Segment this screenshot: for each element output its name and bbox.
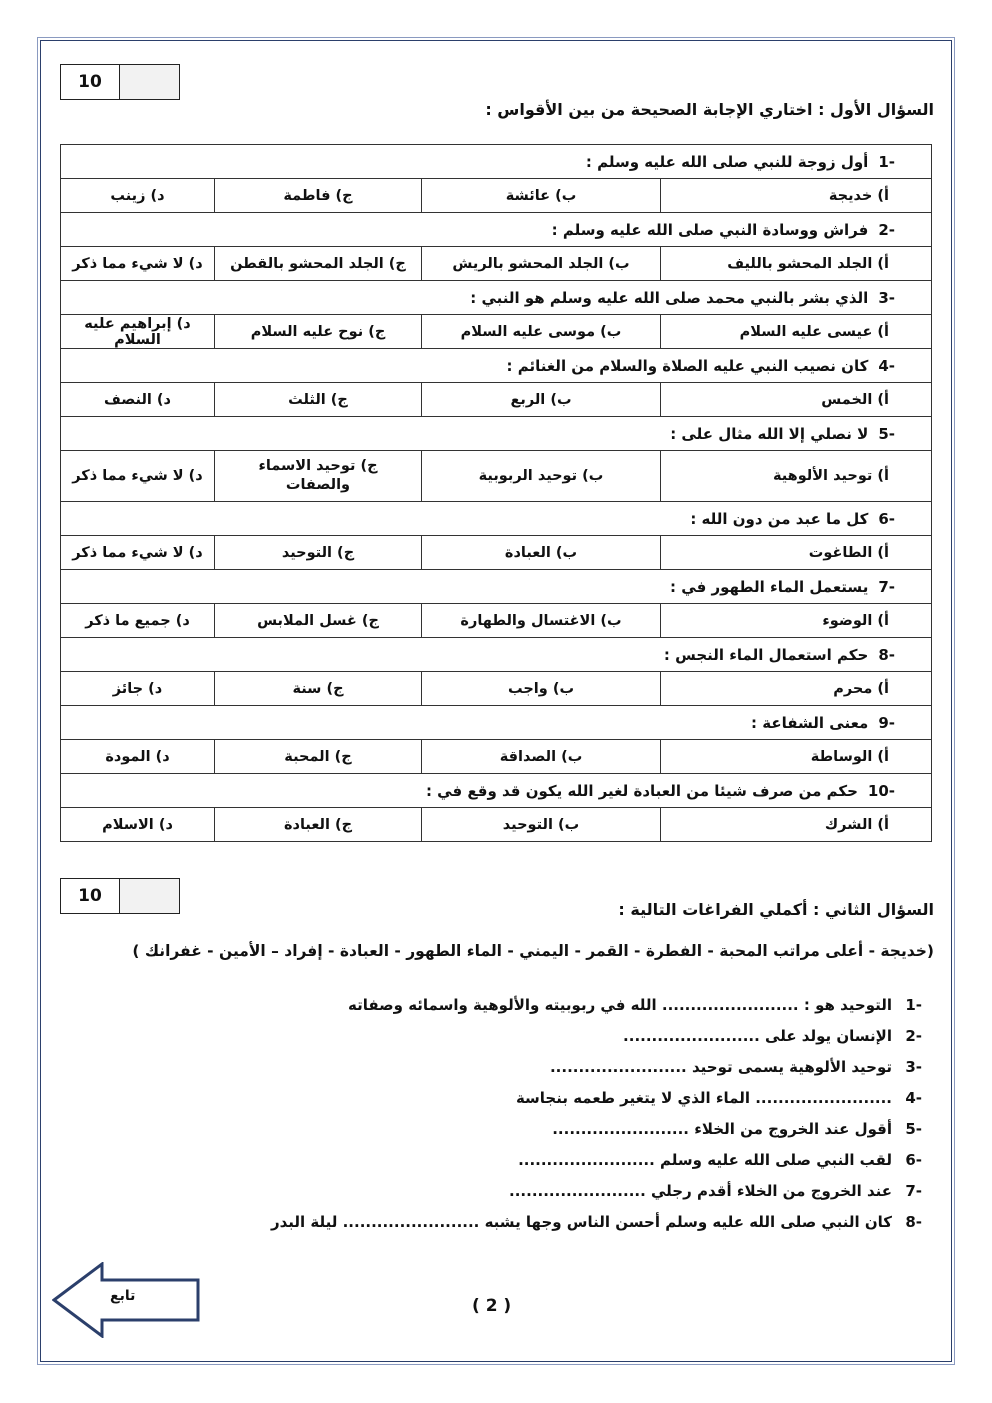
question-row (61, 570, 932, 604)
options-row (61, 179, 932, 213)
option-a[interactable]: أ) الجلد المحشو بالليف (661, 247, 932, 281)
question-number: -5 (878, 424, 895, 443)
question-number: -10 (867, 781, 895, 800)
question-number: -4 (878, 356, 895, 375)
mcq-table (60, 144, 932, 842)
q1-score-value: 10 (61, 65, 120, 99)
option-a[interactable]: أ) الخمس (661, 383, 932, 417)
question-row (61, 145, 932, 179)
options-row (61, 247, 932, 281)
fill-item-number: -8 (905, 1213, 922, 1231)
question-row (61, 349, 932, 383)
question-row (61, 774, 932, 808)
q2-title: السؤال الثاني : أكملي الفراغات التالية : (618, 900, 934, 919)
fill-item-text[interactable]: أقول عند الخروج من الخلاء ........................ (552, 1120, 892, 1138)
option-c[interactable]: ج) توحيد الاسماء والصفات (215, 451, 422, 502)
q2-score-box (60, 878, 180, 914)
question-cell (61, 706, 932, 740)
fill-item-number: -5 (905, 1120, 922, 1138)
question-number: -7 (878, 577, 895, 596)
question-cell (61, 213, 932, 247)
option-d[interactable]: د) لا شيء مما ذكر (61, 247, 215, 281)
fill-item-text[interactable]: التوحيد هو : ........................ الله في ربوبيته والألوهية واسمائه وصفاته (348, 996, 892, 1014)
option-b[interactable]: ب) التوحيد (422, 808, 661, 842)
option-a[interactable]: أ) توحيد الألوهية (661, 451, 932, 502)
option-d[interactable]: د) لا شيء مما ذكر (61, 536, 215, 570)
option-c[interactable]: ج) فاطمة (215, 179, 422, 213)
q2-score-blank[interactable] (120, 879, 179, 913)
option-a[interactable]: أ) خديجة (661, 179, 932, 213)
question-text: كل ما عبد من دون الله : (690, 509, 869, 528)
q1-score-box (60, 64, 180, 100)
option-a[interactable]: أ) الشرك (661, 808, 932, 842)
options-row (61, 604, 932, 638)
question-cell (61, 349, 932, 383)
question-row (61, 638, 932, 672)
option-d[interactable]: د) النصف (61, 383, 215, 417)
fill-item-number: -1 (905, 996, 922, 1014)
fill-item (271, 990, 922, 1021)
question-row (61, 502, 932, 536)
option-b[interactable]: ب) واجب (422, 672, 661, 706)
fill-item-text[interactable]: كان النبي صلى الله عليه وسلم أحسن الناس وجها يشبه ........................ ليلة البدر (270, 1213, 892, 1231)
fill-item-text[interactable]: لقب النبي صلى الله عليه وسلم ........................ (518, 1151, 892, 1169)
question-text: لا نصلي إلا الله مثال على : (670, 424, 869, 443)
option-a[interactable]: أ) الوساطة (661, 740, 932, 774)
question-text: يستعمل الماء الطهور في : (670, 577, 869, 596)
option-c[interactable]: ج) الجلد المحشو بالقطن (215, 247, 422, 281)
option-d[interactable]: د) الاسلام (61, 808, 215, 842)
question-row (61, 706, 932, 740)
fill-item (271, 1176, 922, 1207)
q2-score-value: 10 (61, 879, 120, 913)
option-d[interactable]: د) جميع ما ذكر (61, 604, 215, 638)
question-text: أول زوجة للنبي صلى الله عليه وسلم : (585, 152, 869, 171)
options-row (61, 451, 932, 502)
option-a[interactable]: أ) الوضوء (661, 604, 932, 638)
page-number: ( 2 ) (472, 1296, 512, 1316)
option-b[interactable]: ب) الربع (422, 383, 661, 417)
option-b[interactable]: ب) الاغتسال والطهارة (422, 604, 661, 638)
options-row (61, 383, 932, 417)
fill-item (271, 1207, 922, 1238)
question-cell (61, 281, 932, 315)
question-cell (61, 570, 932, 604)
option-d[interactable]: د) المودة (61, 740, 215, 774)
option-b[interactable]: ب) الجلد المحشو بالريش (422, 247, 661, 281)
options-row (61, 740, 932, 774)
fill-item (271, 1145, 922, 1176)
question-row (61, 281, 932, 315)
option-c[interactable]: ج) التوحيد (215, 536, 422, 570)
question-number: -3 (878, 288, 895, 307)
option-d[interactable]: د) جائز (61, 672, 215, 706)
question-number: -8 (878, 645, 895, 664)
question-cell (61, 502, 932, 536)
question-number: -6 (878, 509, 895, 528)
options-row (61, 672, 932, 706)
option-a[interactable]: أ) عيسى عليه السلام (661, 315, 932, 349)
option-c[interactable]: ج) المحبة (215, 740, 422, 774)
question-text: الذي بشر بالنبي محمد صلى الله عليه وسلم هو النبي : (470, 288, 869, 307)
option-c[interactable]: ج) نوح عليه السلام (215, 315, 422, 349)
question-text: معنى الشفاعة : (751, 713, 869, 732)
option-a[interactable]: أ) محرم (661, 672, 932, 706)
option-a[interactable]: أ) الطاغوت (661, 536, 932, 570)
option-c[interactable]: ج) سنة (215, 672, 422, 706)
option-b[interactable]: ب) موسى عليه السلام (422, 315, 661, 349)
word-bank: (خديجة - أعلى مراتب المحبة - الفطرة - القمر - اليمني - الماء الطهور - العبادة - إفراد – الأمين - غفرانك ) (132, 942, 934, 960)
fill-item (271, 1021, 922, 1052)
options-row (61, 808, 932, 842)
question-row (61, 213, 932, 247)
option-d[interactable]: د) زينب (61, 179, 215, 213)
fill-item-text[interactable]: توحيد الألوهية يسمى توحيد ........................ (549, 1058, 892, 1076)
option-b[interactable]: ب) الصداقة (422, 740, 661, 774)
question-cell (61, 145, 932, 179)
question-text: كان نصيب النبي عليه الصلاة والسلام من الغنائم : (506, 356, 869, 375)
question-cell (61, 417, 932, 451)
fill-item-number: -4 (905, 1089, 922, 1107)
fill-item (271, 1083, 922, 1114)
question-text: حكم استعمال الماء النجس : (663, 645, 869, 664)
options-row (61, 536, 932, 570)
question-cell (61, 774, 932, 808)
options-row (61, 315, 932, 349)
fill-item-text[interactable]: ........................ الماء الذي لا يتغير طعمه بنجاسة (515, 1089, 892, 1107)
next-label: تابع (110, 1288, 136, 1304)
question-text: حكم من صرف شيئا من العبادة لغير الله يكون قد وقع في : (425, 781, 858, 800)
fill-item-text[interactable]: عند الخروج من الخلاء أقدم رجلي ........................ (509, 1182, 892, 1200)
option-d[interactable]: د) إبراهيم عليه السلام (61, 315, 215, 349)
fill-blank-list (271, 990, 922, 1238)
option-b[interactable]: ب) توحيد الربوبية (422, 451, 661, 502)
option-b[interactable]: ب) عائشة (422, 179, 661, 213)
fill-item-number: -6 (905, 1151, 922, 1169)
question-number: -9 (878, 713, 895, 732)
question-number: -2 (878, 220, 895, 239)
option-c[interactable]: ج) الثلث (215, 383, 422, 417)
fill-item (271, 1114, 922, 1145)
q1-score-blank[interactable] (120, 65, 179, 99)
fill-item-number: -2 (905, 1027, 922, 1045)
fill-item-number: -7 (905, 1182, 922, 1200)
question-cell (61, 638, 932, 672)
option-b[interactable]: ب) العبادة (422, 536, 661, 570)
fill-item-number: -3 (905, 1058, 922, 1076)
fill-item (271, 1052, 922, 1083)
q1-title: السؤال الأول : اختاري الإجابة الصحيحة من بين الأقواس : (485, 100, 934, 119)
question-number: -1 (878, 152, 895, 171)
option-c[interactable]: ج) غسل الملابس (215, 604, 422, 638)
option-d[interactable]: د) لا شيء مما ذكر (61, 451, 215, 502)
question-text: فراش ووسادة النبي صلى الله عليه وسلم : (551, 220, 869, 239)
option-c[interactable]: ج) العبادة (215, 808, 422, 842)
fill-item-text[interactable]: الإنسان يولد على ........................ (623, 1027, 892, 1045)
question-row (61, 417, 932, 451)
